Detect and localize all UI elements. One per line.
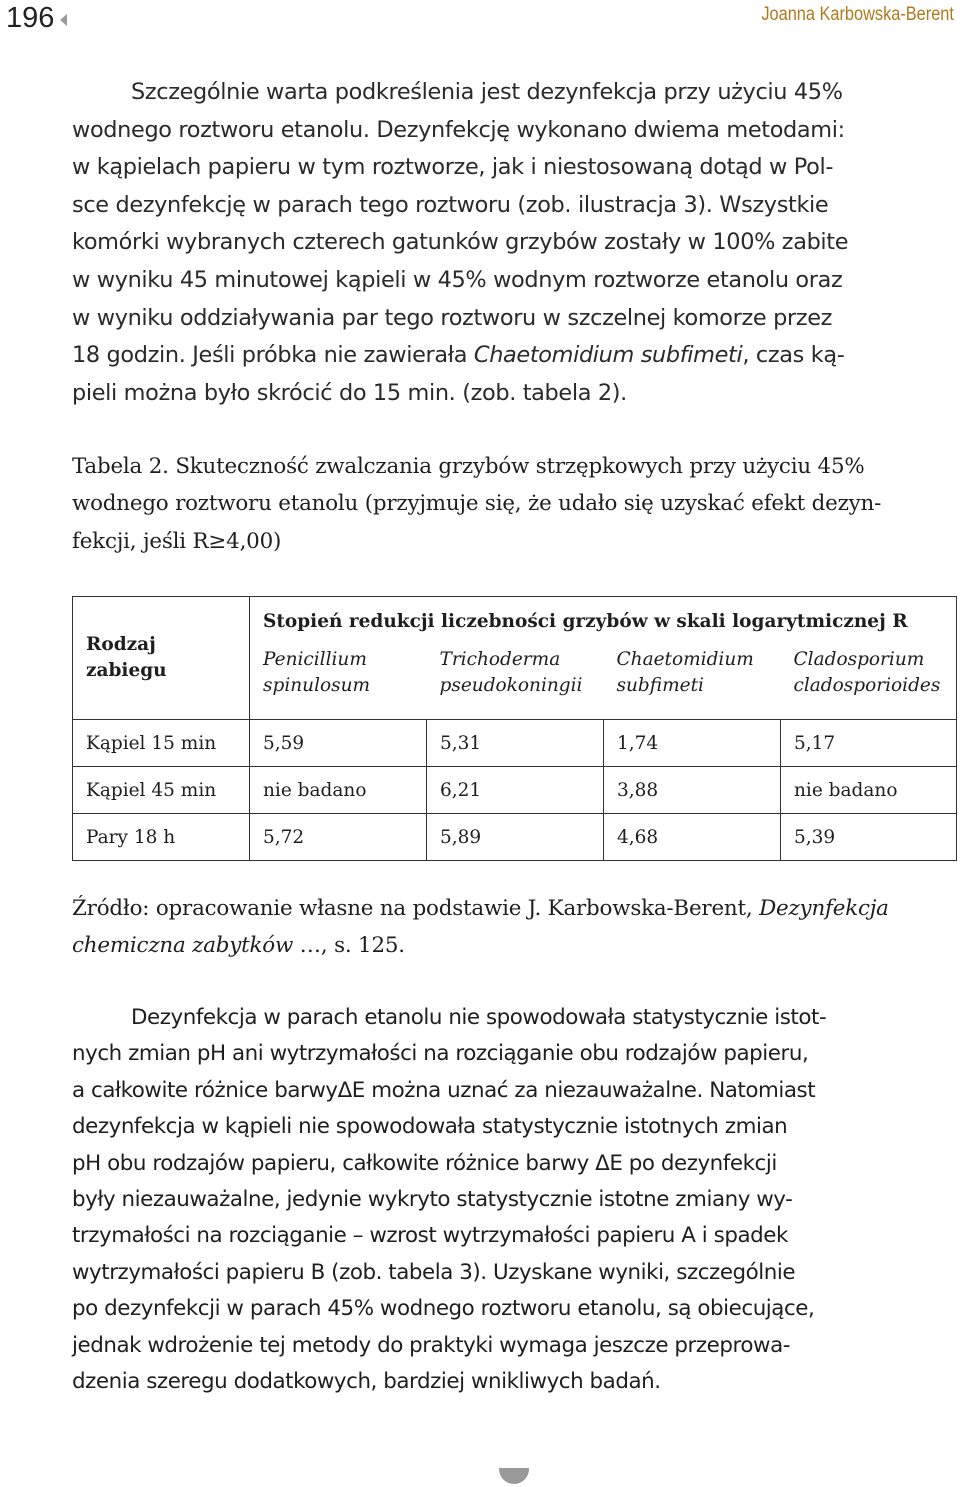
paragraph-line: w wyniku 45 minutowej kąpieli w 45% wodnym roztworze etanolu oraz [72,266,843,293]
page-number: 196 [6,2,55,34]
value-cell: 3,88 [604,767,781,814]
paragraph-line: wytrzymałości papieru B (zob. tabela 3). Uzyskane wyniki, szczególnie [72,1259,796,1285]
paragraph-line: dezynfekcja w kąpieli nie spowodowała statystycznie istotnych zmian [72,1114,788,1140]
title-italic: Dezynfekcja [759,896,889,921]
paragraph-line: komórki wybranych czterech gatunków grzybów zostały w 100% zabite [72,229,849,256]
paragraph-line: pieli można było skrócić do 15 min. (zob. tabela 2). [72,379,627,406]
value-cell: nie badano [781,767,957,814]
species-line: cladosporioides [793,675,941,696]
row-header-cell [73,597,250,720]
value-cell: 5,39 [781,814,957,861]
results-table [72,596,957,861]
species-line: Chaetomidium [616,649,754,670]
paragraph-line: w wyniku oddziaływania par tego roztworu w szczelnej komorze przez [72,304,833,331]
paragraph-intro [72,74,956,412]
page-marker-triangle-icon [60,14,67,26]
table-row [73,814,957,861]
value-cell: 4,68 [604,814,781,861]
value-cell: nie badano [250,767,427,814]
paragraph-line: trzymałości na rozciąganie – wzrost wytrzymałości papieru A i spadek [72,1223,788,1249]
value-cell: 5,59 [250,720,427,767]
paragraph-line: Dezynfekcja w parach etanolu nie spowodowała statystycznie istot- [131,1005,827,1030]
paragraph-line: a całkowite różnice barwyΔE można uznać za niezauważalne. Natomiast [72,1077,816,1103]
species-line: Cladosporium [793,649,925,670]
species-name-italic: Chaetomidium subfimeti [473,342,743,369]
paragraph-line: po dezynfekcji w parach 45% wodnego roztworu etanolu, są obiecujące, [72,1296,815,1322]
table-header-row [73,597,957,646]
text-segment: Źródło: opracowanie własne na podstawie J. Karbowska-Berent, [72,896,760,921]
row-header-line: Rodzaj [86,634,156,655]
paragraph-line: jednak wdrożenie tej metody do praktyki wymaga jeszcze przeprowa- [72,1332,791,1358]
value-cell: 5,72 [250,814,427,861]
table-source-note [72,890,956,965]
table-row [73,720,957,767]
species-header-cell [427,645,604,720]
row-label-cell: Kąpiel 45 min [73,767,250,814]
source-line [72,927,956,964]
value-cell: 6,21 [427,767,604,814]
paragraph-line: były niezauważalne, jedynie wykryto statystycznie istotne zmiany wy- [72,1187,793,1213]
table-caption [72,448,956,560]
row-label-cell: Kąpiel 15 min [73,720,250,767]
paragraph-line: dzenia szeregu dodatkowych, bardziej wnikliwych badań. [72,1369,661,1395]
title-italic: chemiczna zabytków [72,933,294,959]
caption-line: fekcji, jeśli R≥4,00) [72,528,282,554]
footer-semicircle-icon [499,1468,529,1484]
paragraph-line: nych zmian pH ani wytrzymałości na rozciąganie obu rodzajów papieru, [72,1041,809,1067]
species-header-cell [604,645,781,720]
value-cell: 5,17 [781,720,957,767]
caption-line: Tabela 2. Skuteczność zwalczania grzybów strzępkowych przy użyciu 45% [72,454,865,479]
species-line: Penicillium [263,649,367,670]
row-header-line: zabiegu [86,660,167,681]
text-segment: 18 godzin. Jeśli próbka nie zawierała [72,342,474,369]
paragraph-line: Szczególnie warta podkreślenia jest dezynfekcja przy użyciu 45% [131,79,843,105]
paragraph-line: wodnego roztworu etanolu. Dezynfekcję wykonano dwiema metodami: [72,116,845,143]
value-cell: 5,31 [427,720,604,767]
row-label-cell: Pary 18 h [73,814,250,861]
text-segment: , czas ką- [742,342,845,369]
species-header-cell [781,645,957,720]
paragraph-line: sce dezynfekcję w parach tego roztworu (zob. ilustracja 3). Wszystkie [72,191,829,218]
group-header-cell: Stopień redukcji liczebności grzybów w skali logarytmicznej R [250,597,957,646]
source-line [72,890,956,927]
species-line: pseudokoningii [439,675,583,696]
table-row [73,767,957,814]
value-cell: 5,89 [427,814,604,861]
value-cell: 1,74 [604,720,781,767]
species-header-cell [250,645,427,720]
running-head-author: Joanna Karbowska-Berent [761,4,954,25]
text-segment: …, s. 125. [293,933,405,959]
caption-line: wodnego roztworu etanolu (przyjmuje się, że udało się uzyskać efekt dezyn- [72,491,882,517]
paragraph-conclusion [72,1000,956,1400]
paragraph-line [72,337,956,375]
species-line: Trichoderma [439,649,561,670]
paragraph-line: w kąpielach papieru w tym roztworze, jak i niestosowaną dotąd w Pol- [72,154,834,181]
species-line: spinulosum [263,675,371,696]
species-line: subfimeti [616,675,704,696]
paragraph-line: pH obu rodzajów papieru, całkowite różnice barwy ΔE po dezynfekcji [72,1150,777,1176]
